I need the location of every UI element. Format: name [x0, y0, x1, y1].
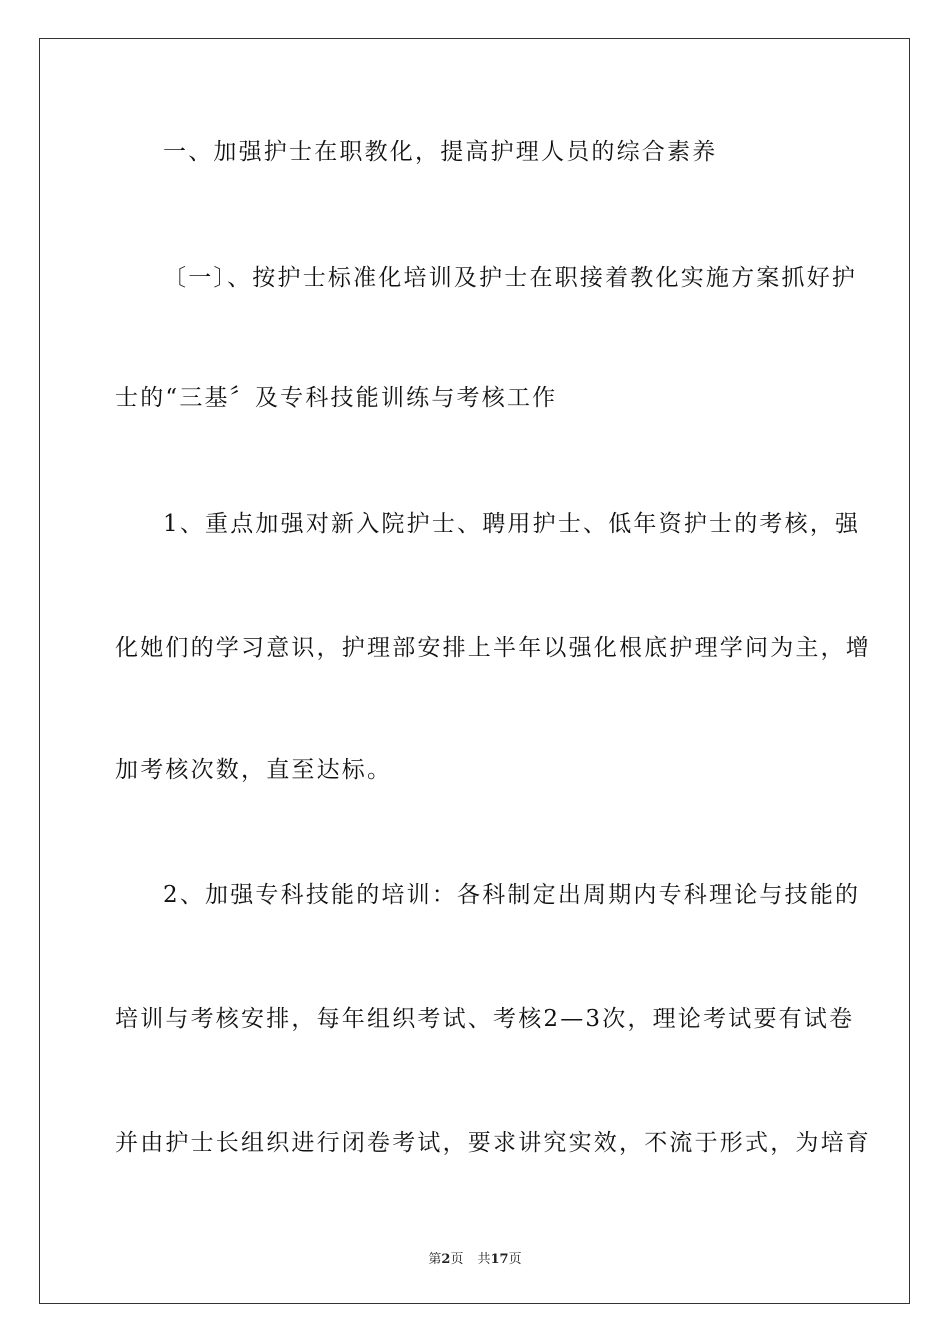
- section-heading: 一、加强护士在职教化，提高护理人员的综合素养: [163, 139, 718, 165]
- subsection-heading-line-2: 士的“三基〞及专科技能训练与考核工作: [115, 385, 558, 411]
- total-pages: 17: [490, 1252, 509, 1267]
- paragraph-1-line-1: 1、重点加强对新入院护士、聘用护士、低年资护士的考核，强: [163, 511, 861, 537]
- paragraph-1-line-3: 加考核次数，直至达标。: [115, 757, 393, 783]
- paragraph-2-line-2: 培训与考核安排，每年组织考试、考核2—3次，理论考试要有试卷: [115, 1006, 855, 1032]
- subsection-heading-line-1: 〔一〕、按护士标准化培训及护士在职接着教化实施方案抓好护: [163, 265, 858, 291]
- page-footer: [0, 1248, 950, 1267]
- paragraph-2-line-3: 并由护士长组织进行闭卷考试，要求讲究实效，不流于形式，为培育: [115, 1130, 871, 1156]
- page-prefix: 第: [428, 1252, 442, 1267]
- total-prefix: 共: [477, 1252, 491, 1267]
- total-suffix: 页: [508, 1252, 522, 1267]
- page-suffix: 页: [450, 1252, 464, 1267]
- page-border: [39, 38, 910, 1304]
- paragraph-1-line-2: 化她们的学习意识，护理部安排上半年以强化根底护理学问为主，增: [115, 635, 871, 661]
- page-number: 2: [441, 1252, 451, 1267]
- paragraph-2-line-1: 2、加强专科技能的培训：各科制定出周期内专科理论与技能的: [163, 882, 861, 908]
